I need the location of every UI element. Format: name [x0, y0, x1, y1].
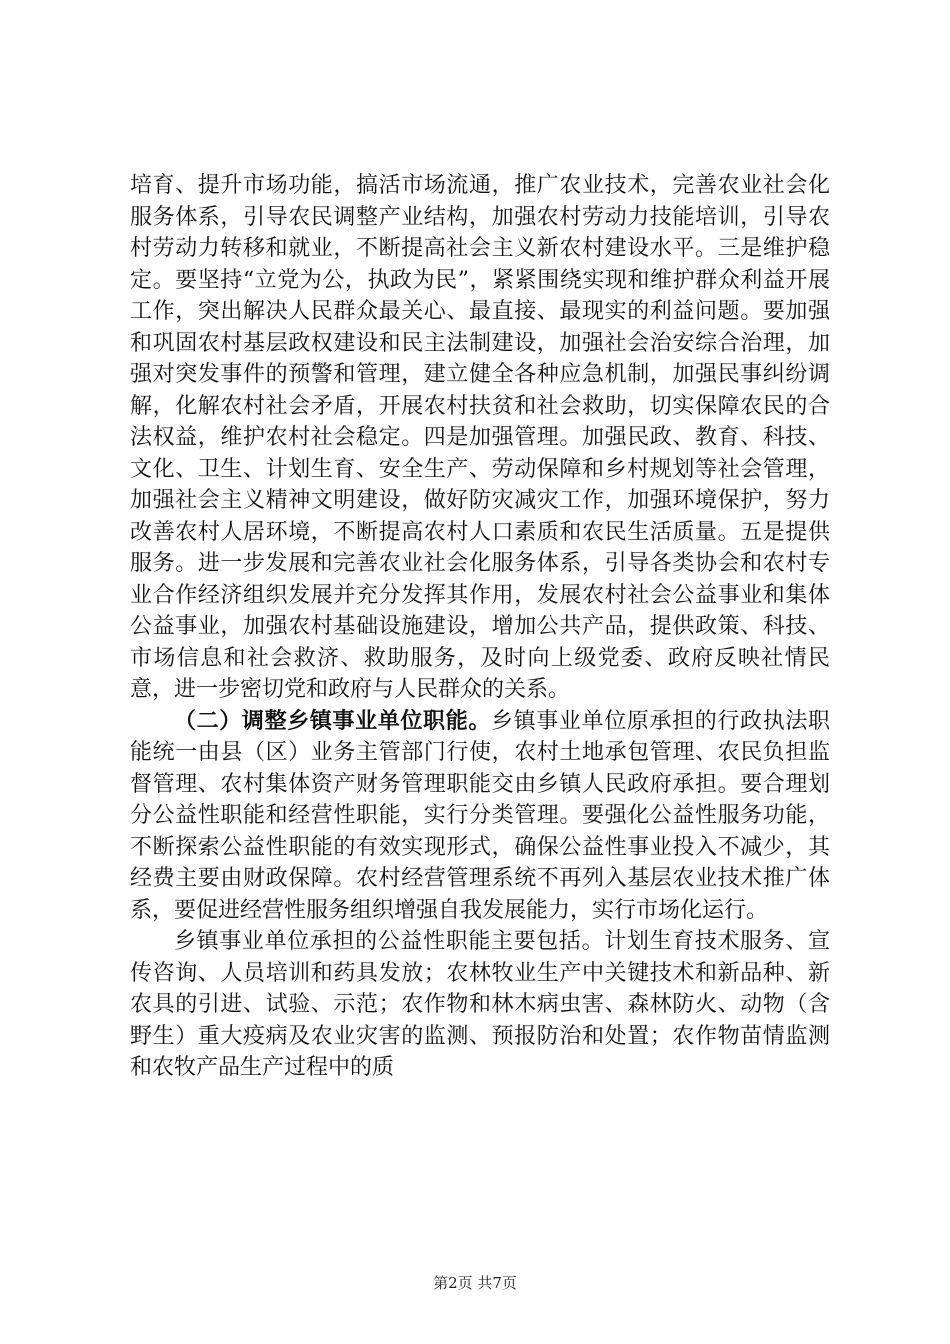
body-text: [130, 170, 830, 1084]
paragraph-1-text: 培育、提升市场功能，搞活市场流通，推广农业技术，完善农业社会化服务体系，引导农民调整产业结构，加强农村劳动力技能培训，引导农村劳动力转移和就业，不断提高社会主义新农村建设水平。三是维护稳定。要坚持“立党为公，执政为民”，紧紧围绕实现和维护群众利益开展工作，突出解决人民群众最关心、最直接、最现实的利益问题。要加强和巩固农村基层政权建设和民主法制建设，加强社会治安综合治理，加强对突发事件的预警和管理，建立健全各种应急机制，加强民事纠纷调解，化解农村社会矛盾，开展农村扶贫和社会救助，切实保障农民的合法权益，维护农村社会稳定。四是加强管理。加强民政、教育、科技、文化、卫生、计划生育、安全生产、劳动保障和乡村规划等社会管理，加强社会主义精神文明建设，做好防灾减灾工作，加强环境保护，努力改善农村人居环境，不断提高农村人口素质和农民生活质量。五是提供服务。进一步发展和完善农业社会化服务体系，引导各类协会和农村专业合作经济组织发展并充分发挥其作用，发展农村社会公益事业和集体公益事业，加强农村基础设施建设，增加公共产品，提供政策、科技、市场信息和社会救济、救助服务，及时向上级党委、政府反映社情民意，进一步密切党和政府与人民群众的关系。: [130, 173, 830, 702]
paragraph-1: [130, 170, 830, 706]
section-heading: （二）调整乡镇事业单位职能。: [174, 707, 491, 734]
paragraph-2: [130, 706, 830, 927]
page-footer: 第2页 共7页: [433, 1274, 517, 1292]
paragraph-3-text: 乡镇事业单位承担的公益性职能主要包括。计划生育技术服务、宣传咨询、人员培训和药具发放；农林牧业生产中关键技术和新品种、新农具的引进、试验、示范；农作物和林木病虫害、森林防火、动物（含野生）重大疫病及农业灾害的监测、预报防治和处置；农作物苗情监测和农牧产品生产过程中的质: [130, 929, 830, 1080]
paragraph-3: [130, 926, 830, 1084]
paragraph-2-text: 乡镇事业单位原承担的行政执法职能统一由县（区）业务主管部门行使，农村土地承包管理、农民负担监督管理、农村集体资产财务管理职能交由乡镇人民政府承担。要合理划分公益性职能和经营性职能，实行分类管理。要强化公益性服务功能，不断探索公益性职能的有效实现形式，确保公益性事业投入不减少，其经费主要由财政保障。农村经营管理系统不再列入基层农业技术推广体系，要促进经营性服务组织增强自我发展能力，实行市场化运行。: [130, 708, 830, 923]
